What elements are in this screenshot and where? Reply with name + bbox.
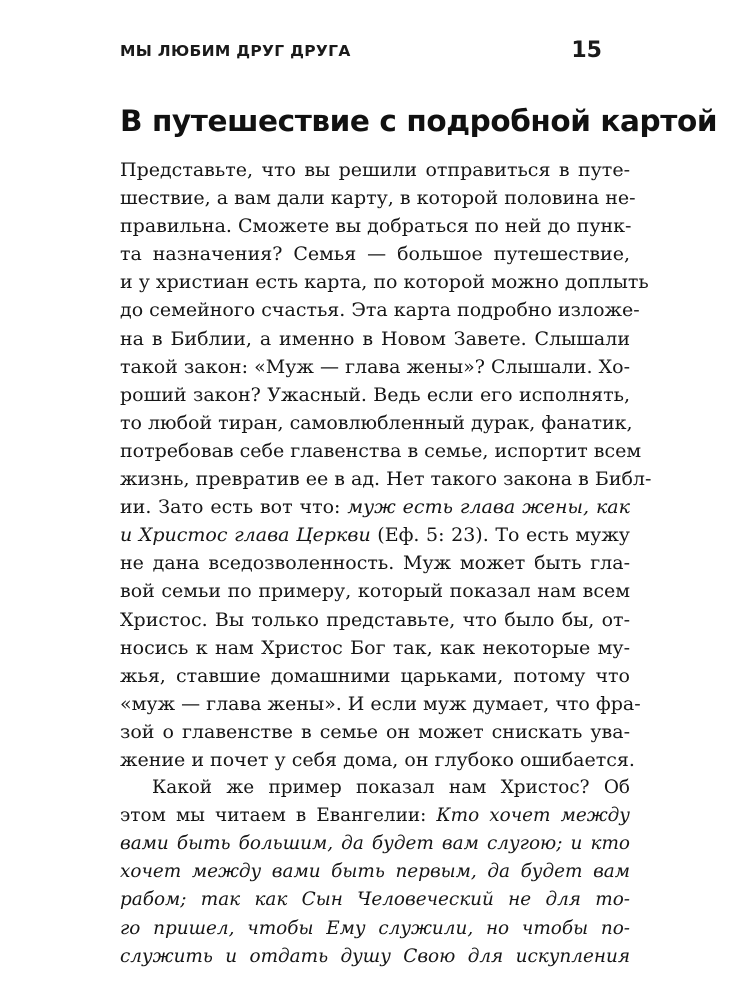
text-line: жение и почет у себя дома, он глубоко ошибается.: [120, 748, 635, 771]
scripture-line: [120, 886, 630, 914]
text-line: Христос. Вы только представьте, что было бы, от-: [120, 608, 630, 631]
page-number: 15: [571, 38, 602, 63]
scripture-quote: рабом; так как Сын Человеческий не для то-: [120, 889, 630, 911]
text-line: потребовав себе главенства в семье, испортит всем: [120, 439, 642, 462]
text-line: жизнь, превратив ее в ад. Нет такого закона в Библ-: [120, 468, 652, 491]
paragraph-2: [120, 774, 630, 971]
text-span: (Еф. 5: 23). То есть мужу: [377, 524, 630, 547]
text-line: правильна. Сможете вы добраться по ней до пунк-: [120, 215, 632, 238]
scripture-line: [120, 915, 630, 943]
text-span: ии. Зато есть вот что:: [120, 496, 341, 519]
text-line: Представьте, что вы решили отправиться в путе-: [120, 159, 630, 181]
scripture-quote: служить и отдать душу Свою для искупления: [120, 945, 630, 967]
body-text: [120, 156, 652, 971]
text-line: роший закон? Ужасный. Ведь если его исполнять,: [120, 383, 630, 406]
text-line: до семейного счастья. Эта карта подробно изложе-: [120, 299, 640, 322]
text-line: шествие, а вам дали карту, в которой половина не-: [120, 187, 636, 210]
scripture-quote: го пришел, чтобы Ему служили, но чтобы по-: [120, 917, 630, 939]
paragraph-1: [120, 156, 652, 774]
scripture-quote: Кто хочет между: [436, 805, 630, 827]
text-line-mixed: [120, 493, 630, 521]
running-head: МЫ ЛЮБИМ ДРУГ ДРУГА: [120, 42, 351, 60]
text-line: «муж — глава жены». И если муж думает, что фра-: [120, 692, 641, 715]
text-line: жья, ставшие домашними царьками, потому что: [120, 664, 630, 687]
text-line: на в Библии, а именно в Новом Завете. Слышали: [120, 327, 630, 350]
text-line-mixed: [120, 521, 630, 549]
scripture-quote: вами быть большим, да будет вам слугою; и кто: [120, 833, 630, 855]
text-line: зой о главенстве в семье он может снискать ува-: [120, 720, 630, 743]
text-line: носись к нам Христос Бог так, как некоторые му-: [120, 636, 630, 659]
text-line: то любой тиран, самовлюбленный дурак, фанатик,: [120, 411, 633, 434]
scripture-quote: хочет между вами быть первым, да будет вам: [120, 861, 630, 883]
text-span: этом мы читаем в Евангелии:: [120, 805, 427, 827]
text-line: та назначения? Семья — большое путешествие,: [120, 243, 630, 266]
scripture-line: [120, 943, 630, 971]
chapter-title: В путешествие с подробной картой: [120, 104, 718, 138]
text-line: вой семьи по примеру, который показал нам всем: [120, 580, 630, 603]
text-line: не дана вседозволенность. Муж может быть гла-: [120, 552, 630, 575]
scripture-line: [120, 830, 630, 858]
text-line-mixed: [120, 802, 630, 830]
text-line: такой закон: «Муж — глава жены»? Слышали. Хо-: [120, 355, 630, 378]
text-line: Какой же пример показал нам Христос? Об: [152, 777, 630, 799]
scripture-line: [120, 858, 630, 886]
scripture-quote: муж есть глава жены, как: [347, 496, 630, 519]
scripture-quote: и Христос глава Церкви: [120, 524, 371, 547]
text-line: и у христиан есть карта, по которой можно доплыть: [120, 271, 649, 294]
